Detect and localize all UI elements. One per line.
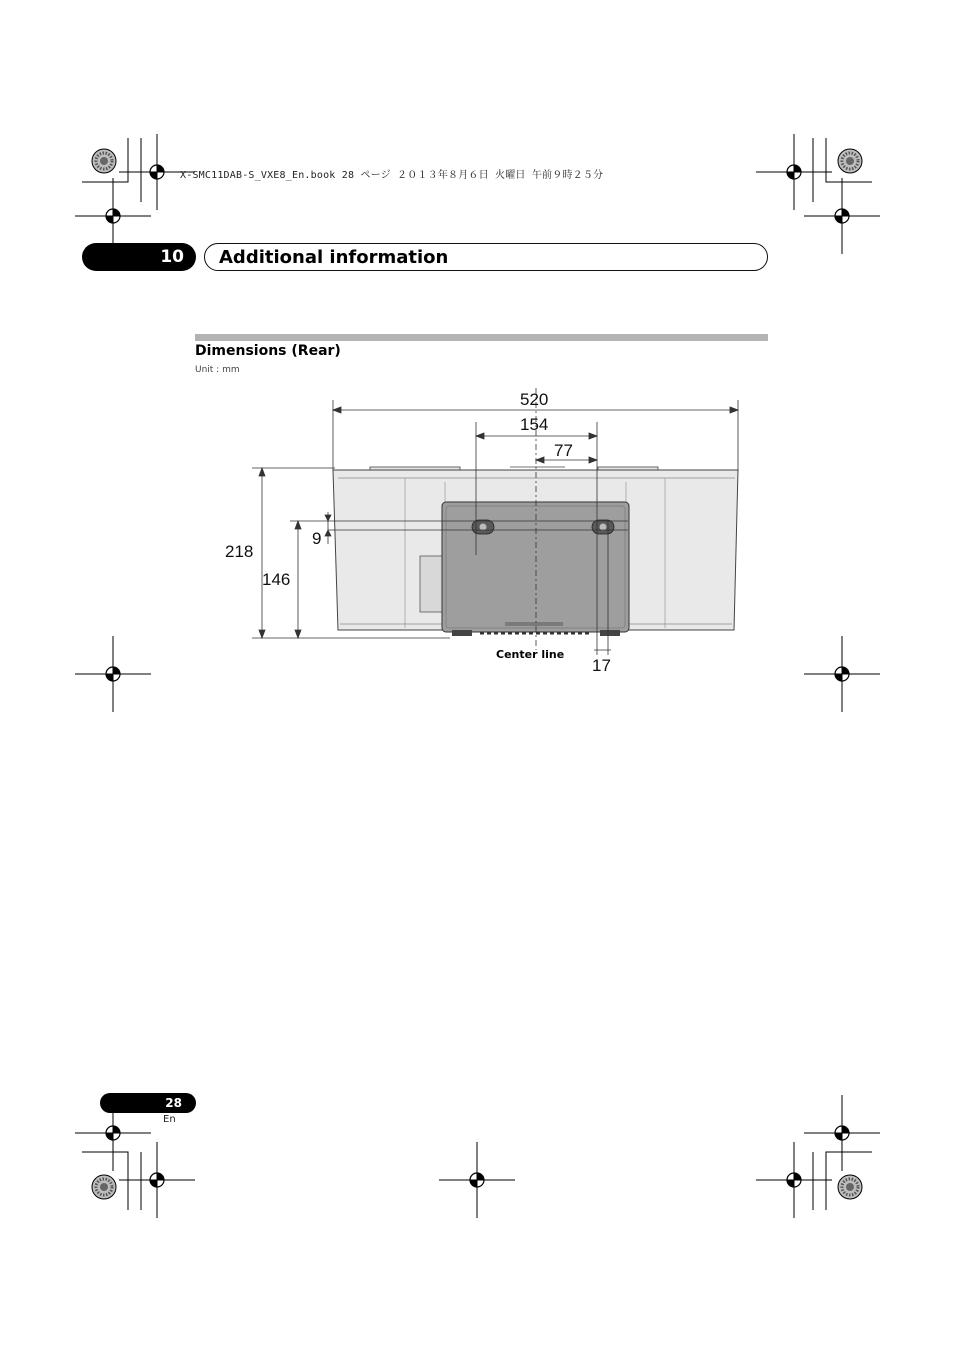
section-rule xyxy=(195,334,768,341)
dimension-label-hole-width: 17 xyxy=(592,656,611,675)
section-title: Dimensions (Rear) xyxy=(195,343,341,359)
registration-mark-icon xyxy=(119,1142,195,1218)
dimension-label-hole-spacing: 154 xyxy=(520,415,549,434)
star-target-icon xyxy=(838,1175,862,1199)
dimension-label-total-width: 520 xyxy=(520,390,549,409)
registration-mark-icon xyxy=(804,178,880,254)
star-target-icon xyxy=(92,1175,116,1199)
registration-mark-icon xyxy=(439,1142,515,1218)
unit-label: Unit : mm xyxy=(195,365,240,375)
dimension-label-hole-height: 146 xyxy=(262,570,291,589)
dimension-label-total-height: 218 xyxy=(225,542,254,561)
print-header: X-SMC11DAB-S_VXE8_En.book 28 ページ ２０１３年８月６日 火曜日 午前９時２５分 xyxy=(180,170,604,181)
dimension-label-half-spacing: 77 xyxy=(554,441,573,460)
registration-mark-icon xyxy=(756,134,832,210)
registration-mark-icon xyxy=(804,1095,880,1171)
registration-mark-icon xyxy=(756,1142,832,1218)
registration-mark-icon xyxy=(75,636,151,712)
language-label: En xyxy=(163,1114,176,1125)
chapter-number-badge: 10 xyxy=(82,243,196,271)
star-target-icon xyxy=(838,149,862,173)
registration-mark-icon xyxy=(804,636,880,712)
unit-rear-drawing xyxy=(333,467,738,636)
star-target-icon xyxy=(92,149,116,173)
dimension-label-hole-offset: 9 xyxy=(312,529,322,548)
chapter-title: Additional information xyxy=(204,243,768,271)
center-line-label: Center line xyxy=(496,648,565,661)
page-number-badge: 28 xyxy=(100,1093,196,1113)
